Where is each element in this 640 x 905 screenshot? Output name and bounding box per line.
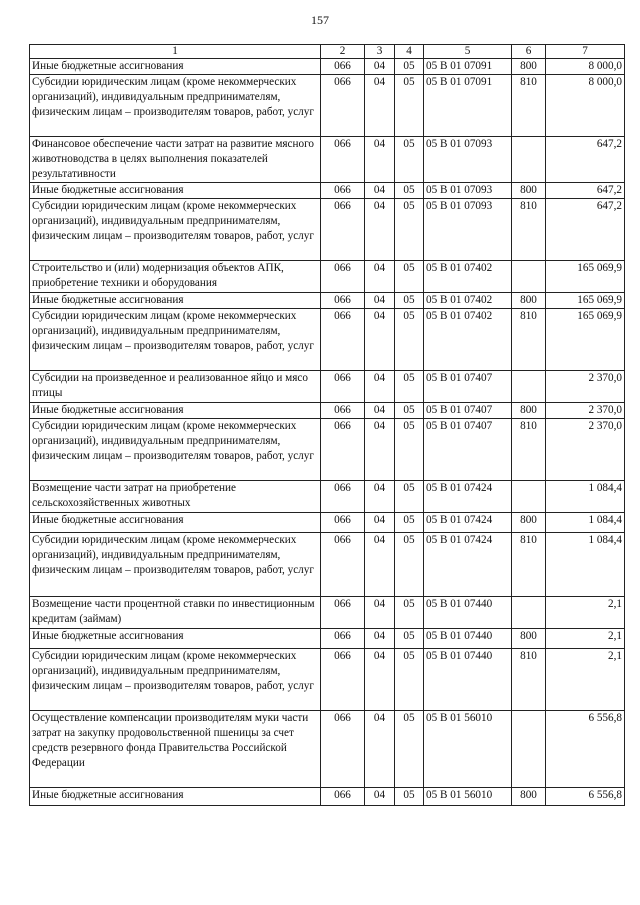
cell-amount: 6 556,8: [546, 711, 625, 788]
cell-target-article: 05 В 01 07407: [424, 403, 512, 419]
cell-ministry: 066: [321, 371, 365, 403]
cell-subsection: 05: [395, 293, 424, 309]
table-row: [30, 419, 625, 481]
table-row: [30, 513, 625, 533]
table-row: [30, 137, 625, 183]
row-name: Иные бюджетные ассигнования: [30, 183, 321, 199]
cell-ministry: 066: [321, 293, 365, 309]
table-row: [30, 629, 625, 649]
cell-ministry: 066: [321, 137, 365, 183]
cell-section: 04: [365, 788, 395, 806]
table-row: [30, 649, 625, 711]
cell-subsection: 05: [395, 597, 424, 629]
cell-subsection: 05: [395, 59, 424, 75]
cell-ministry: 066: [321, 403, 365, 419]
cell-expense-type: [512, 371, 546, 403]
cell-amount: 1 084,4: [546, 481, 625, 513]
table-row: [30, 533, 625, 597]
cell-expense-type: 800: [512, 293, 546, 309]
cell-amount: 2 370,0: [546, 371, 625, 403]
cell-expense-type: 810: [512, 75, 546, 137]
cell-amount: 8 000,0: [546, 59, 625, 75]
row-name: Финансовое обеспечение части затрат на развитие мясного животноводства в целях выполнения показателей результативности: [30, 137, 321, 183]
cell-target-article: 05 В 01 56010: [424, 788, 512, 806]
cell-amount: 647,2: [546, 199, 625, 261]
table-row: [30, 371, 625, 403]
cell-ministry: 066: [321, 649, 365, 711]
budget-table: [29, 44, 625, 806]
cell-target-article: 05 В 01 07440: [424, 649, 512, 711]
cell-subsection: 05: [395, 419, 424, 481]
cell-expense-type: [512, 481, 546, 513]
cell-target-article: 05 В 01 07402: [424, 261, 512, 293]
cell-ministry: 066: [321, 261, 365, 293]
table-row: [30, 481, 625, 513]
cell-expense-type: 810: [512, 309, 546, 371]
cell-subsection: 05: [395, 371, 424, 403]
cell-section: 04: [365, 59, 395, 75]
row-name: Осуществление компенсации производителям муки части затрат на закупку продовольственной пшеницы за счет средств резервного фонда Правительства Российской Федерации: [30, 711, 321, 788]
row-name: Возмещение части процентной ставки по инвестиционным кредитам (займам): [30, 597, 321, 629]
cell-subsection: 05: [395, 788, 424, 806]
table-row: [30, 75, 625, 137]
cell-subsection: 05: [395, 75, 424, 137]
cell-section: 04: [365, 261, 395, 293]
cell-section: 04: [365, 481, 395, 513]
cell-expense-type: 810: [512, 199, 546, 261]
cell-expense-type: 800: [512, 788, 546, 806]
cell-ministry: 066: [321, 199, 365, 261]
cell-target-article: 05 В 01 07440: [424, 597, 512, 629]
cell-target-article: 05 В 01 07407: [424, 371, 512, 403]
cell-expense-type: [512, 711, 546, 788]
cell-target-article: 05 В 01 07407: [424, 419, 512, 481]
cell-subsection: 05: [395, 481, 424, 513]
table-row: [30, 711, 625, 788]
cell-amount: 6 556,8: [546, 788, 625, 806]
cell-amount: 165 069,9: [546, 309, 625, 371]
header-col-2: 2: [321, 45, 365, 59]
cell-amount: 2,1: [546, 649, 625, 711]
cell-section: 04: [365, 137, 395, 183]
cell-target-article: 05 В 01 07440: [424, 629, 512, 649]
cell-expense-type: [512, 261, 546, 293]
cell-target-article: 05 В 01 07424: [424, 533, 512, 597]
cell-subsection: 05: [395, 649, 424, 711]
row-name: Иные бюджетные ассигнования: [30, 59, 321, 75]
cell-amount: 165 069,9: [546, 293, 625, 309]
row-name: Строительство и (или) модернизация объектов АПК, приобретение техники и оборудования: [30, 261, 321, 293]
cell-section: 04: [365, 513, 395, 533]
cell-subsection: 05: [395, 199, 424, 261]
row-name: Субсидии юридическим лицам (кроме некоммерческих организаций), индивидуальным предпринимателям, физическим лицам – производителям товаров, работ, услуг: [30, 199, 321, 261]
table-row: [30, 261, 625, 293]
row-name: Иные бюджетные ассигнования: [30, 403, 321, 419]
cell-subsection: 05: [395, 403, 424, 419]
header-col-1: 1: [30, 45, 321, 59]
cell-target-article: 05 В 01 07093: [424, 199, 512, 261]
row-name: Иные бюджетные ассигнования: [30, 788, 321, 806]
cell-ministry: 066: [321, 183, 365, 199]
row-name: Субсидии юридическим лицам (кроме некоммерческих организаций), индивидуальным предпринимателям, физическим лицам – производителям товаров, работ, услуг: [30, 533, 321, 597]
cell-ministry: 066: [321, 788, 365, 806]
cell-expense-type: 800: [512, 513, 546, 533]
cell-expense-type: [512, 597, 546, 629]
cell-expense-type: [512, 137, 546, 183]
cell-amount: 2,1: [546, 629, 625, 649]
cell-section: 04: [365, 371, 395, 403]
table-row: [30, 309, 625, 371]
cell-subsection: 05: [395, 183, 424, 199]
header-col-4: 4: [395, 45, 424, 59]
page-number: 157: [311, 13, 329, 27]
cell-section: 04: [365, 711, 395, 788]
cell-expense-type: 810: [512, 649, 546, 711]
cell-amount: 2 370,0: [546, 403, 625, 419]
cell-section: 04: [365, 419, 395, 481]
cell-target-article: 05 В 01 07093: [424, 137, 512, 183]
cell-section: 04: [365, 75, 395, 137]
cell-expense-type: 810: [512, 419, 546, 481]
cell-section: 04: [365, 183, 395, 199]
cell-section: 04: [365, 293, 395, 309]
cell-amount: 647,2: [546, 137, 625, 183]
cell-target-article: 05 В 01 07093: [424, 183, 512, 199]
cell-target-article: 05 В 01 07091: [424, 59, 512, 75]
row-name: Субсидии юридическим лицам (кроме некоммерческих организаций), индивидуальным предпринимателям, физическим лицам – производителям товаров, работ, услуг: [30, 75, 321, 137]
row-name: Возмещение части затрат на приобретение сельскохозяйственных животных: [30, 481, 321, 513]
table-row: [30, 183, 625, 199]
cell-amount: 165 069,9: [546, 261, 625, 293]
cell-target-article: 05 В 01 56010: [424, 711, 512, 788]
cell-ministry: 066: [321, 513, 365, 533]
cell-ministry: 066: [321, 419, 365, 481]
cell-subsection: 05: [395, 261, 424, 293]
cell-expense-type: 800: [512, 59, 546, 75]
cell-amount: 2,1: [546, 597, 625, 629]
cell-target-article: 05 В 01 07402: [424, 293, 512, 309]
cell-amount: 8 000,0: [546, 75, 625, 137]
cell-target-article: 05 В 01 07402: [424, 309, 512, 371]
cell-amount: 2 370,0: [546, 419, 625, 481]
cell-amount: 647,2: [546, 183, 625, 199]
table-row: [30, 403, 625, 419]
cell-target-article: 05 В 01 07424: [424, 481, 512, 513]
row-name: Иные бюджетные ассигнования: [30, 629, 321, 649]
cell-expense-type: 800: [512, 403, 546, 419]
cell-expense-type: 800: [512, 629, 546, 649]
cell-subsection: 05: [395, 629, 424, 649]
header-col-5: 5: [424, 45, 512, 59]
cell-section: 04: [365, 649, 395, 711]
table-row: [30, 293, 625, 309]
table-row: [30, 597, 625, 629]
cell-expense-type: 810: [512, 533, 546, 597]
cell-target-article: 05 В 01 07424: [424, 513, 512, 533]
row-name: Субсидии юридическим лицам (кроме некоммерческих организаций), индивидуальным предпринимателям, физическим лицам – производителям товаров, работ, услуг: [30, 309, 321, 371]
cell-section: 04: [365, 309, 395, 371]
cell-section: 04: [365, 533, 395, 597]
cell-ministry: 066: [321, 309, 365, 371]
cell-ministry: 066: [321, 59, 365, 75]
row-name: Субсидии юридическим лицам (кроме некоммерческих организаций), индивидуальным предпринимателям, физическим лицам – производителям товаров, работ, услуг: [30, 649, 321, 711]
cell-section: 04: [365, 597, 395, 629]
header-col-6: 6: [512, 45, 546, 59]
cell-section: 04: [365, 629, 395, 649]
cell-target-article: 05 В 01 07091: [424, 75, 512, 137]
cell-ministry: 066: [321, 629, 365, 649]
cell-section: 04: [365, 199, 395, 261]
cell-section: 04: [365, 403, 395, 419]
cell-amount: 1 084,4: [546, 533, 625, 597]
row-name: Иные бюджетные ассигнования: [30, 293, 321, 309]
table-row: [30, 59, 625, 75]
cell-ministry: 066: [321, 75, 365, 137]
cell-subsection: 05: [395, 137, 424, 183]
cell-expense-type: 800: [512, 183, 546, 199]
cell-ministry: 066: [321, 481, 365, 513]
cell-ministry: 066: [321, 711, 365, 788]
cell-subsection: 05: [395, 533, 424, 597]
cell-ministry: 066: [321, 597, 365, 629]
table-row: [30, 199, 625, 261]
row-name: Субсидии юридическим лицам (кроме некоммерческих организаций), индивидуальным предпринимателям, физическим лицам – производителям товаров, работ, услуг: [30, 419, 321, 481]
cell-subsection: 05: [395, 711, 424, 788]
cell-amount: 1 084,4: [546, 513, 625, 533]
header-col-7: 7: [546, 45, 625, 59]
row-name: Иные бюджетные ассигнования: [30, 513, 321, 533]
header-col-3: 3: [365, 45, 395, 59]
cell-subsection: 05: [395, 513, 424, 533]
cell-ministry: 066: [321, 533, 365, 597]
row-name: Субсидии на произведенное и реализованное яйцо и мясо птицы: [30, 371, 321, 403]
cell-subsection: 05: [395, 309, 424, 371]
header-row: [30, 45, 625, 59]
table-row: [30, 788, 625, 806]
